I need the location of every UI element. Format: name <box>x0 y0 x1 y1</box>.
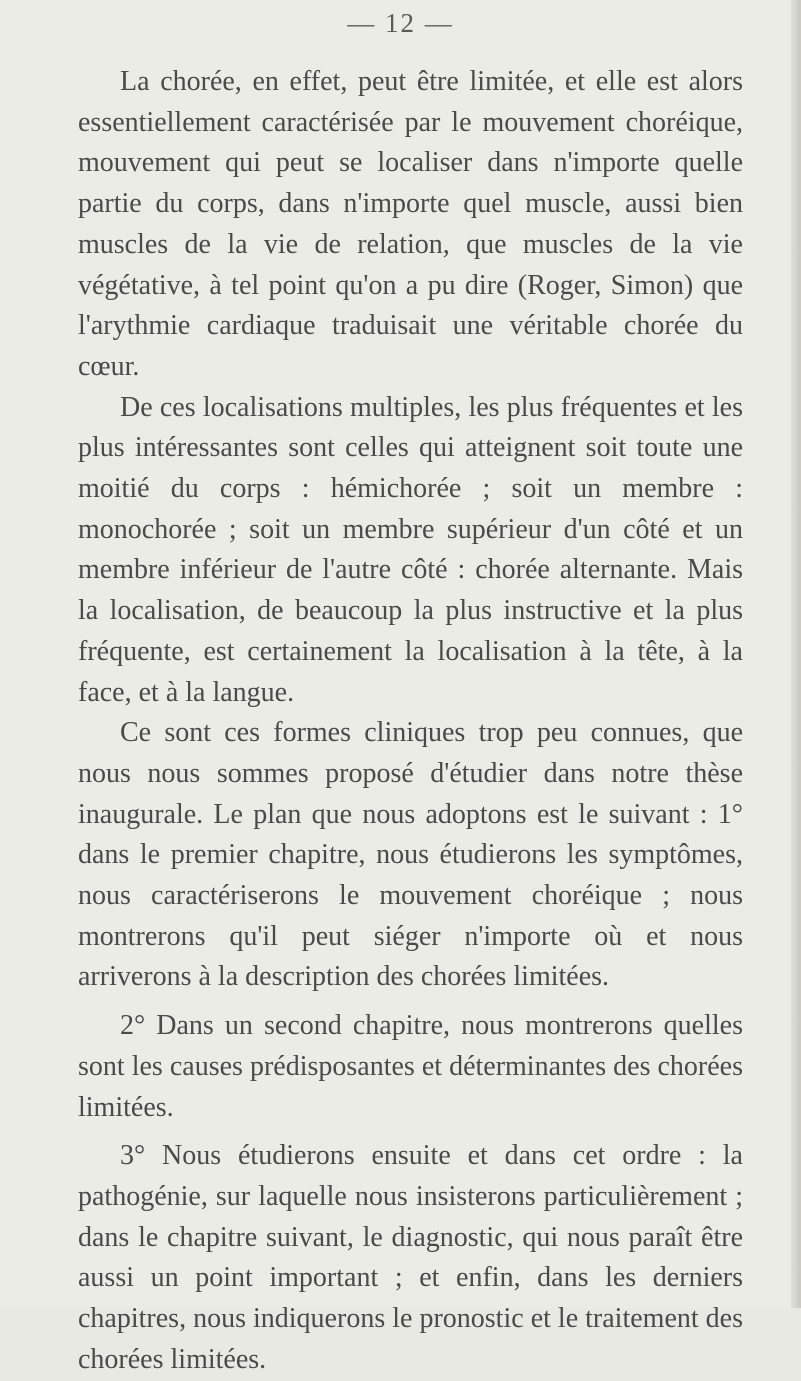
page-number-header: — 12 — <box>347 8 454 38</box>
paragraph-1: La chorée, en effet, peut être limitée, et elle est alors essentiellement caractérisée par le mouvement choréique, mouvement qui peut se localiser dans n'importe quelle partie du corps, dans n'importe quel muscle, aussi bien muscles de la vie de relation, que muscles de la vie végétative, à tel point qu'on a pu dire (Roger, Simon) que l'arythmie cardiaque traduisait une véritable chorée du cœur. <box>78 66 743 382</box>
paragraph-2: De ces localisations multiples, les plus fréquentes et les plus intéressantes sont celles qui atteignent soit toute une moitié du corps : hémichorée ; soit un membre : monochorée ; soit un membre supérieur d'un côté et un membre inférieur de l'autre côté : chorée alternante. Mais la localisation, de beaucoup la plus instructive et la plus fréquente, est certainement la localisation à la tête, à la face, et à la langue. <box>78 391 743 708</box>
page-edge-shadow <box>791 0 801 1308</box>
paragraph-4: 2° Dans un second chapitre, nous montrerons quelles sont les causes prédisposantes et déterminantes des chorées limitées. <box>78 1010 743 1123</box>
paragraph-5: 3° Nous étudierons ensuite et dans cet ordre : la pathogénie, sur laquelle nous insisterons particulièrement ; dans le chapitre suivant, le diagnostic, qui nous paraît être aussi un point important ; et enfin, dans les derniers chapitres, nous indiquerons le pronostic et le traitement des chorées limitées. <box>78 1140 743 1375</box>
body-text <box>78 62 743 1381</box>
paragraph-3: Ce sont ces formes cliniques trop peu connues, que nous nous sommes proposé d'étudier dans notre thèse inaugurale. Le plan que nous adoptons est le suivant : 1° dans le premier chapitre, nous étudierons les symptômes, nous caractériserons le mouvement choréique ; nous montrerons qu'il peut siéger n'importe où et nous arriverons à la description des chorées limitées. <box>78 717 743 993</box>
